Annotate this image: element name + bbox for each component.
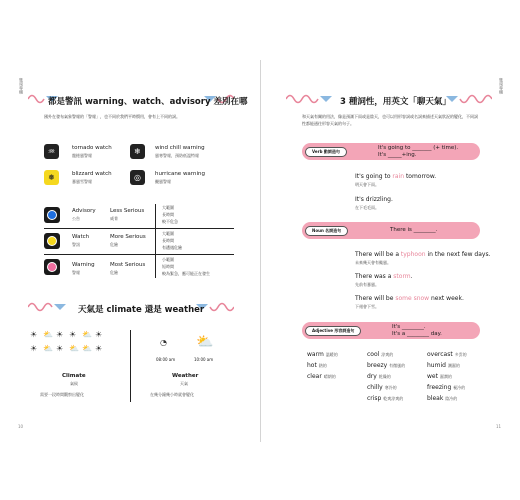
warning-name: tornado watch bbox=[72, 145, 112, 151]
noun-band-label: Noun 名詞造句 bbox=[305, 226, 348, 236]
level-name-zh: 公告 bbox=[72, 216, 80, 221]
sun-icon: ☀ bbox=[56, 344, 64, 353]
left-side-label: 雙週專欄 bbox=[19, 78, 24, 94]
noun-example: There will be a typhoon in the next few days. bbox=[355, 251, 491, 258]
adjective-pattern-2: It's a ________ day. bbox=[392, 331, 442, 337]
table-column-divider bbox=[155, 204, 156, 278]
climate-weather-divider bbox=[130, 330, 131, 402]
cloud-sun-icon: ⛅ bbox=[82, 344, 92, 353]
level-desc: 長時間 bbox=[162, 238, 174, 243]
left-heading2: 天氣是 climate 還是 weather bbox=[78, 305, 205, 315]
adjective-pattern-1: It's ________. bbox=[392, 324, 426, 330]
level-desc: 大範圍 bbox=[162, 205, 174, 210]
left-heading: 都是警訊 warning、watch、advisory 差別在哪 bbox=[48, 97, 248, 107]
level-name: Warning bbox=[72, 262, 95, 268]
verb-example-zh: 在下毛毛雨。 bbox=[355, 205, 379, 210]
adjective-word: freezing 極冷的 bbox=[427, 384, 466, 391]
level-severity-zh: 危險 bbox=[110, 270, 118, 275]
noun-pattern: There is ________. bbox=[390, 227, 438, 233]
snowflake-icon: ❄ bbox=[130, 144, 145, 159]
level-severity: More Serious bbox=[110, 234, 146, 240]
noun-example-zh: 未來幾天會有颱風。 bbox=[355, 260, 391, 265]
level-severity: Less Serious bbox=[110, 208, 145, 214]
right-page-number: 11 bbox=[496, 424, 502, 429]
weather-label: Weather bbox=[172, 373, 199, 379]
adjective-word: cool 涼爽的 bbox=[367, 351, 394, 358]
level-desc: 有遭遇危險 bbox=[162, 245, 182, 250]
verb-example: It's going to rain tomorrow. bbox=[355, 173, 437, 180]
level-desc: 較為緊急，應可能正在發生 bbox=[162, 271, 210, 276]
level-severity: Most Serious bbox=[110, 262, 146, 268]
sun-icon: ☀ bbox=[30, 330, 38, 339]
adjective-word: overcast 多雲的 bbox=[427, 351, 467, 358]
noun-example-zh: 下週會下雪。 bbox=[355, 304, 379, 309]
warning-name-zh: 風寒警報，預防低溫特報 bbox=[155, 153, 199, 158]
warning-name: blizzard watch bbox=[72, 171, 112, 177]
sun-icon: ☀ bbox=[56, 330, 64, 339]
table-divider bbox=[44, 254, 234, 255]
weather-label-zh: 天氣 bbox=[180, 381, 188, 386]
noun-example: There was a storm. bbox=[355, 273, 413, 280]
adjective-word: humid 潮濕的 bbox=[427, 362, 460, 369]
sun-icon: ☀ bbox=[95, 344, 103, 353]
warning-light-icon bbox=[44, 259, 60, 275]
level-severity-zh: 威脅 bbox=[110, 216, 118, 221]
left-intro: 國外在發布氣象警報的「警報」，也不同於我們平時慣用，會有上不同的詞。 bbox=[44, 114, 180, 119]
level-name: Watch bbox=[72, 234, 90, 240]
level-name-zh: 警訊 bbox=[72, 242, 80, 247]
level-name-zh: 警報 bbox=[72, 270, 80, 275]
climate-label: Climate bbox=[62, 373, 86, 379]
climate-label-zh: 氣候 bbox=[70, 381, 78, 386]
level-desc: 短時間 bbox=[162, 264, 174, 269]
warning-name: hurricane warning bbox=[155, 171, 205, 177]
sun-icon: ☀ bbox=[95, 330, 103, 339]
blizzard-icon: ❅ bbox=[44, 170, 59, 185]
partly-cloudy-icon: ⛅ bbox=[196, 334, 214, 350]
verb-example-zh: 明天會下雨。 bbox=[355, 182, 379, 187]
adjective-word: dry 乾燥的 bbox=[367, 373, 391, 380]
adjective-word: bleak 陰冷的 bbox=[427, 395, 458, 402]
adjective-word: clear 晴朗的 bbox=[307, 373, 336, 380]
sun-icon: ☀ bbox=[69, 330, 77, 339]
level-name: Advisory bbox=[72, 208, 96, 214]
weather-time-2: 10:00 am bbox=[194, 357, 214, 362]
page-gutter bbox=[260, 60, 261, 442]
right-heading: 3 種詞性，用英文「聊天氣」 bbox=[340, 97, 451, 107]
clock-icon: ◔ bbox=[160, 338, 167, 347]
sun-icon: ☀ bbox=[30, 344, 38, 353]
cloud-sun-icon: ⛅ bbox=[43, 344, 53, 353]
level-severity-zh: 危險 bbox=[110, 242, 118, 247]
cloud-sun-icon: ⛅ bbox=[82, 330, 92, 339]
cloud-sun-icon: ⛅ bbox=[43, 330, 53, 339]
level-desc: 小範圍 bbox=[162, 257, 174, 262]
table-divider bbox=[44, 228, 234, 229]
advisory-light-icon bbox=[44, 207, 60, 223]
right-intro: 和天氣有關的用法，像是預測下雨或是陰天，也可以用形容詞或名詞來描述天氣狀況的變化，不同詞性都能通往形容天氣的句子。 bbox=[302, 114, 478, 126]
adjective-word: hot 熱的 bbox=[307, 362, 327, 369]
cloud-sun-icon: ⛅ bbox=[69, 344, 79, 353]
verb-example: It's drizzling. bbox=[355, 196, 393, 203]
climate-desc: 需要一段時間觀察出變化 bbox=[40, 392, 84, 397]
adjective-band-label: Adjective 形容詞造句 bbox=[305, 326, 361, 336]
adjective-word: crisp 乾爽涼爽的 bbox=[367, 395, 404, 402]
left-page-number: 10 bbox=[18, 424, 24, 429]
adjective-word: chilly 寒冷的 bbox=[367, 384, 397, 391]
right-side-label: 雙週專欄 bbox=[499, 78, 504, 94]
verb-pattern-2: It's _____+ing. bbox=[378, 152, 417, 158]
tornado-icon: ♒ bbox=[44, 144, 59, 159]
hurricane-icon: ◎ bbox=[130, 170, 145, 185]
level-desc: 較不危急 bbox=[162, 219, 178, 224]
verb-pattern-1: It's going to _______ (+ time). bbox=[378, 145, 459, 151]
noun-example: There will be some snow next week. bbox=[355, 295, 464, 302]
level-desc: 長時間 bbox=[162, 212, 174, 217]
weather-desc: 在幾分鐘幾小時就會變化 bbox=[150, 392, 194, 397]
warning-name-zh: 龍捲風警報 bbox=[72, 153, 92, 158]
warning-name-zh: 暴風雪警報 bbox=[72, 179, 92, 184]
adjective-word: warm 溫暖的 bbox=[307, 351, 338, 358]
warning-name: wind chill warning bbox=[155, 145, 205, 151]
adjective-word: wet 濕潤的 bbox=[427, 373, 452, 380]
level-desc: 大範圍 bbox=[162, 231, 174, 236]
noun-example-zh: 先前有暴風。 bbox=[355, 282, 379, 287]
warning-name-zh: 颶風警報 bbox=[155, 179, 171, 184]
adjective-word: breezy 有微風的 bbox=[367, 362, 406, 369]
watch-light-icon bbox=[44, 233, 60, 249]
verb-band-label: Verb 動詞造句 bbox=[305, 147, 347, 157]
weather-time-1: 08:00 am bbox=[156, 357, 176, 362]
